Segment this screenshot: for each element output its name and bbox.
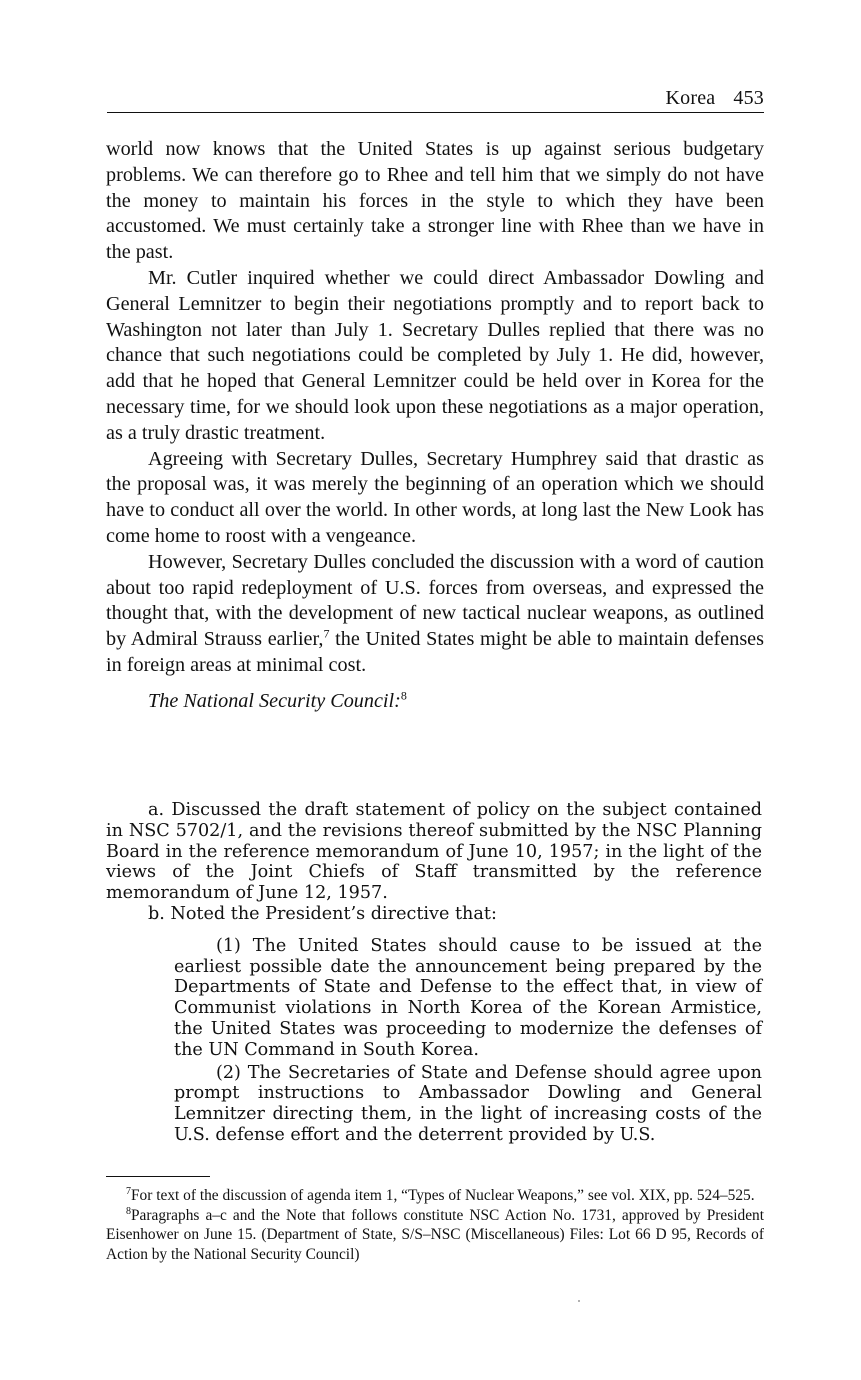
council-heading bbox=[106, 689, 764, 715]
paragraph-humphrey: Agreeing with Secretary Dulles, Secretary Humphrey said that drastic as the proposal was, it was merely the beginning of an operation which we should have to conduct all over the world. In other words, at long last the New Look has come home to roost with a vengeance. bbox=[106, 447, 764, 547]
footnote-rule bbox=[106, 1176, 210, 1177]
footnotes bbox=[106, 1186, 764, 1264]
footnote-ref-8[interactable]: 8 bbox=[400, 688, 407, 702]
footnote-text: For text of the discussion of agenda item 1, “Types of Nuclear Weapons,” see vol. XIX, pp. 524–525. bbox=[131, 1187, 755, 1204]
paragraph-cutler: Mr. Cutler inquired whether we could direct Ambassador Dowling and General Lemnitzer to begin their negotiations promptly and to report back to Washington not later than July 1. Secretary Dulles replied that there was no chance that such negotiations could be completed by July 1. He did, however, add that he hoped that General Lemnitzer could be held over in Korea for the necessary time, for we should look upon these negotiations as a major operation, as a truly drastic treatment. bbox=[106, 266, 764, 444]
running-title: Korea bbox=[665, 87, 716, 109]
footnote-7 bbox=[106, 1186, 764, 1206]
footnote-ref-7[interactable]: 7 bbox=[323, 626, 330, 641]
page-number: 453 bbox=[733, 87, 764, 109]
running-header bbox=[107, 86, 764, 113]
footnote-number: 8 bbox=[126, 1205, 131, 1217]
header-text bbox=[666, 86, 764, 110]
paragraph-continuation: world now knows that the United States is up against serious budgetary problems. We can therefore go to Rhee and tell him that we simply do not have the money to maintain his forces in the style to which they have been accustomed. We must certainly take a stronger line with Rhee than we have in the past. bbox=[106, 138, 764, 264]
directive-item-1: (1) The United States should cause to be issued at the earliest possible date the announcement being prepared by the Departments of State and Defense to the effect that, in view of Communist violations in North Korea of the Korean Armistice, the United States was proceeding to modernize the defenses of the UN Command in South Korea. bbox=[174, 935, 762, 1060]
footnote-number: 7 bbox=[126, 1185, 131, 1197]
footnote-text: Paragraphs a–c and the Note that follows constitute NSC Action No. 1731, approved by President Eisenhower on June 15. (Department of State, S/S–NSC (Miscellaneous) Files: Lot 66 D 95, Records of Action by the National Security Council) bbox=[106, 1206, 764, 1263]
directive-item-2: (2) The Secretaries of State and Defense should agree upon prompt instructions to Ambassador Dowling and General Lemnitzer directing them, in the light of increasing costs of the U.S. defense effort and the deterrent provided by U.S. bbox=[174, 1062, 762, 1145]
paragraph-text-end: the United States might be able to maintain defenses in foreign areas at minimal cost. bbox=[106, 628, 764, 676]
paragraph-text: However, Secretary Dulles concluded the discussion with a word of caution about too rapid redeployment of U.S. forces from overseas, and expressed the thought that, with the development of new tactical nuclear weapons, as outlined by Admiral Strauss earlier, bbox=[106, 550, 764, 651]
body-text bbox=[106, 137, 764, 715]
action-paragraph-a: a. Discussed the draft statement of policy on the subject contained in NSC 5702/1, and the revisions thereof submitted by the NSC Planning Board in the reference memorandum of June 10, 1957; in the light of the views of the Joint Chiefs of Staff transmitted by the reference memorandum of June 12, 1957. bbox=[106, 800, 762, 904]
scan-speck bbox=[578, 1300, 580, 1302]
council-heading-text: The National Security Council: bbox=[148, 689, 401, 712]
paragraph-dulles-caution bbox=[106, 550, 764, 679]
council-action bbox=[106, 800, 762, 1146]
footnote-8 bbox=[106, 1206, 764, 1265]
action-paragraph-b: b. Noted the President’s directive that: bbox=[148, 903, 497, 924]
